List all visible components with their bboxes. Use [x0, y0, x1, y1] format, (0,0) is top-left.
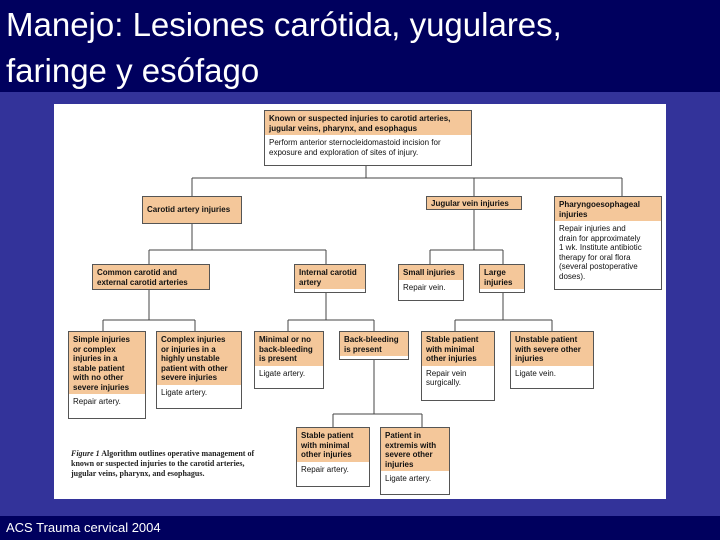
stable-vein-instruction: Repair vein surgically.: [426, 368, 467, 387]
minimal-backbleeding-box: [254, 331, 324, 389]
minimal-backbleeding-heading: Minimal or no back-bleeding is present: [255, 332, 323, 366]
backbleeding-present-box: [339, 331, 409, 360]
internal-carotid-box: [294, 264, 366, 293]
carotid-injuries-heading: Carotid artery injuries: [143, 197, 241, 223]
jugular-injuries-box: [426, 196, 522, 210]
minimal-backbleeding-instruction: Ligate artery.: [259, 368, 306, 378]
carotid-injuries-box: [142, 196, 242, 224]
extremis-instruction: Ligate artery.: [385, 474, 432, 483]
extremis-heading: Patient in extremis with severe other injuries: [381, 428, 449, 471]
simple-injuries-heading: Simple injuries or complex injuries in a stable patient with no other severe injuries: [69, 332, 145, 394]
extremis-box: [380, 427, 450, 495]
small-injuries-heading: Small injuries: [399, 265, 463, 280]
figure-label: Figure 1: [71, 449, 100, 458]
unstable-vein-instruction: Ligate vein.: [515, 368, 556, 378]
slide-title: Manejo: Lesiones carótida, yugulares, faringe y esófago: [6, 6, 562, 89]
slide-footer: ACS Trauma cervical 2004: [6, 520, 161, 535]
unstable-vein-heading: Unstable patient with severe other injuries: [511, 332, 593, 366]
complex-injuries-box: [156, 331, 242, 409]
common-carotid-heading: Common carotid and external carotid arteries: [93, 265, 209, 289]
stable-vein-box: [421, 331, 495, 401]
pharyngoesophageal-box: [554, 196, 662, 290]
jugular-injuries-heading: Jugular vein injuries: [427, 197, 521, 209]
small-injuries-box: [398, 264, 464, 301]
internal-carotid-heading: Internal carotid artery: [295, 265, 365, 289]
large-injuries-heading: Large injuries: [480, 265, 524, 289]
root-instruction: Perform anterior sternocleidomastoid incision for exposure and exploration of sites of injury.: [269, 138, 441, 157]
footer-bar: [0, 516, 720, 540]
large-injuries-box: [479, 264, 525, 293]
stable-vein-heading: Stable patient with minimal other injuries: [422, 332, 494, 366]
simple-injuries-box: [68, 331, 146, 419]
stable-artery-heading: Stable patient with minimal other injuries: [297, 428, 369, 462]
stable-artery-box: [296, 427, 370, 487]
stable-artery-instruction: Repair artery.: [301, 464, 349, 474]
backbleeding-present-heading: Back-bleeding is present: [340, 332, 408, 356]
complex-injuries-heading: Complex injuries or injuries in a highly unstable patient with other severe injuries: [157, 332, 241, 385]
algorithm-figure: [54, 104, 666, 499]
small-injuries-instruction: Repair vein.: [403, 282, 446, 292]
root-heading: Known or suspected injuries to carotid arteries, jugular veins, pharynx, and esophagus: [265, 111, 471, 135]
complex-injuries-instruction: Ligate artery.: [161, 387, 208, 397]
unstable-vein-box: [510, 331, 594, 389]
pharyngoesophageal-heading: Pharyngoesophageal injuries: [555, 197, 661, 221]
common-carotid-box: [92, 264, 210, 290]
root-box: [264, 110, 472, 166]
figure-caption: [71, 449, 271, 479]
title-bar: [0, 0, 720, 92]
pharyngoesophageal-instruction: Repair injuries and drain for approximately 1 wk. Institute antibiotic therapy for oral flora (several postoperative doses).: [559, 224, 642, 281]
simple-injuries-instruction: Repair artery.: [73, 397, 121, 406]
figure-caption-text: Algorithm outlines operative management of known or suspected injuries to the carotid arteries, jugular veins, pharynx, and esophagus.: [71, 449, 255, 478]
